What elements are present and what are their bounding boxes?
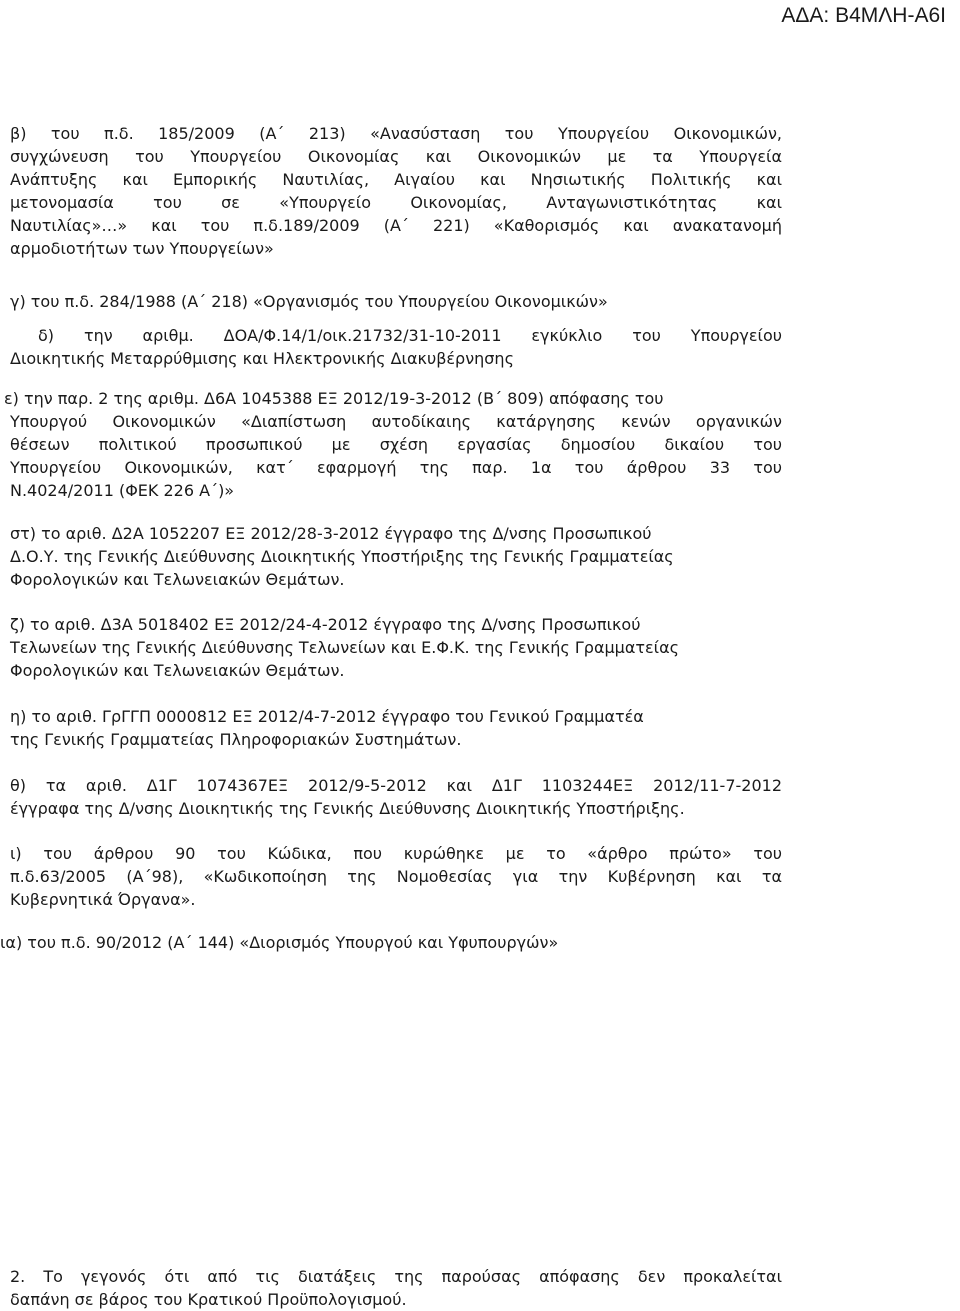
text-line: ια) του π.δ. 90/2012 (Α΄ 144) «Διορισμός Υπουργού και Υφυπουργών» (0, 933, 559, 952)
text-line: ε) την παρ. 2 της αριθμ. Δ6Α 1045388 ΕΞ 2012/19-3-2012 (Β΄ 809) απόφασης του (4, 389, 664, 408)
text-line: β) του π.δ. 185/2009 (Α΄ 213) «Ανασύσταση του Υπουργείου Οικονομικών, (10, 124, 782, 143)
text-line: Ανάπτυξης και Εμπορικής Ναυτιλίας, Αιγαίου και Νησιωτικής Πολιτικής και (10, 170, 782, 189)
text-line: Τελωνείων της Γενικής Διεύθυνσης Τελωνείων και Ε.Φ.Κ. της Γενικής Γραμματείας (10, 638, 680, 657)
text-line: Δ.Ο.Υ. της Γενικής Διεύθυνσης Διοικητικής Υποστήριξης της Γενικής Γραμματείας (10, 547, 674, 566)
clause-d (10, 324, 782, 370)
clause-ia (0, 931, 782, 954)
text-line: δαπάνη σε βάρος του Κρατικού Προϋπολογισμού. (10, 1290, 407, 1309)
clause-2 (10, 1265, 782, 1311)
text-line: Υπουργού Οικονομικών «Διαπίστωση αυτοδίκαιης κατάργησης κενών οργανικών (10, 412, 782, 431)
clause-e (4, 387, 782, 502)
text-line: Διοικητικής Μεταρρύθμισης και Ηλεκτρονικής Διακυβέρνησης (10, 349, 514, 368)
text-line: Ναυτιλίας»…» και του π.δ.189/2009 (Α΄ 221) «Καθορισμός και ανακατανομή (10, 216, 782, 235)
clause-h (10, 705, 782, 751)
clause-th (10, 774, 782, 820)
text-line: Ν.4024/2011 (ΦΕΚ 226 Α΄)» (10, 481, 235, 500)
clause-st (10, 522, 782, 591)
text-line: της Γενικής Γραμματείας Πληροφοριακών Συστημάτων. (10, 730, 462, 749)
clause-b (10, 122, 782, 260)
text-line: η) το αριθ. ΓρΓΓΠ 0000812 ΕΞ 2012/4-7-2012 έγγραφο του Γενικού Γραμματέα (10, 707, 644, 726)
text-line: Κυβερνητικά Όργανα». (10, 890, 196, 909)
text-line: γ) του π.δ. 284/1988 (Α΄ 218) «Οργανισμός του Υπουργείου Οικονομικών» (10, 292, 608, 311)
text-line: 2. Το γεγονός ότι από τις διατάξεις της παρούσας απόφασης δεν προκαλείται (10, 1267, 782, 1286)
text-line: έγγραφα της Δ/νσης Διοικητικής της Γενικής Διεύθυνσης Διοικητικής Υποστήριξης. (10, 799, 685, 818)
text-line: ι) του άρθρου 90 του Κώδικα, που κυρώθηκε με το «άρθρο πρώτο» του (10, 844, 782, 863)
text-line: συγχώνευση του Υπουργείου Οικονομίας και Οικονομικών με τα Υπουργεία (10, 147, 782, 166)
clause-g (10, 290, 782, 313)
text-line: αρμοδιοτήτων των Υπουργείων» (10, 239, 274, 258)
clause-i (10, 842, 782, 911)
text-line: Φορολογικών και Τελωνειακών Θεμάτων. (10, 661, 345, 680)
text-line: ζ) το αριθ. Δ3Α 5018402 ΕΞ 2012/24-4-2012 έγγραφο της Δ/νσης Προσωπικού (10, 615, 641, 634)
text-line: στ) το αριθ. Δ2Α 1052207 ΕΞ 2012/28-3-2012 έγγραφο της Δ/νσης Προσωπικού (10, 524, 652, 543)
text-line: θέσεων πολιτικού προσωπικού με σχέση εργασίας δημοσίου δικαίου του (10, 435, 782, 454)
text-line: μετονομασία του σε «Υπουργείο Οικονομίας, Ανταγωνιστικότητας και (10, 193, 782, 212)
clause-z (10, 613, 782, 682)
text-line: δ) την αριθμ. ΔΟΑ/Φ.14/1/οικ.21732/31-10-2011 εγκύκλιο του Υπουργείου (38, 326, 782, 345)
text-line: Φορολογικών και Τελωνειακών Θεμάτων. (10, 570, 345, 589)
ada-code: ΑΔΑ: Β4ΜΛΗ-Α6Ι (781, 4, 946, 27)
text-line: θ) τα αριθ. Δ1Γ 1074367ΕΞ 2012/9-5-2012 και Δ1Γ 1103244ΕΞ 2012/11-7-2012 (10, 776, 782, 795)
text-line: π.δ.63/2005 (Α΄98), «Κωδικοποίηση της Νομοθεσίας για την Κυβέρνηση και τα (10, 867, 782, 886)
text-line: Υπουργείου Οικονομικών, κατ΄ εφαρμογή της παρ. 1α του άρθρου 33 του (10, 458, 782, 477)
